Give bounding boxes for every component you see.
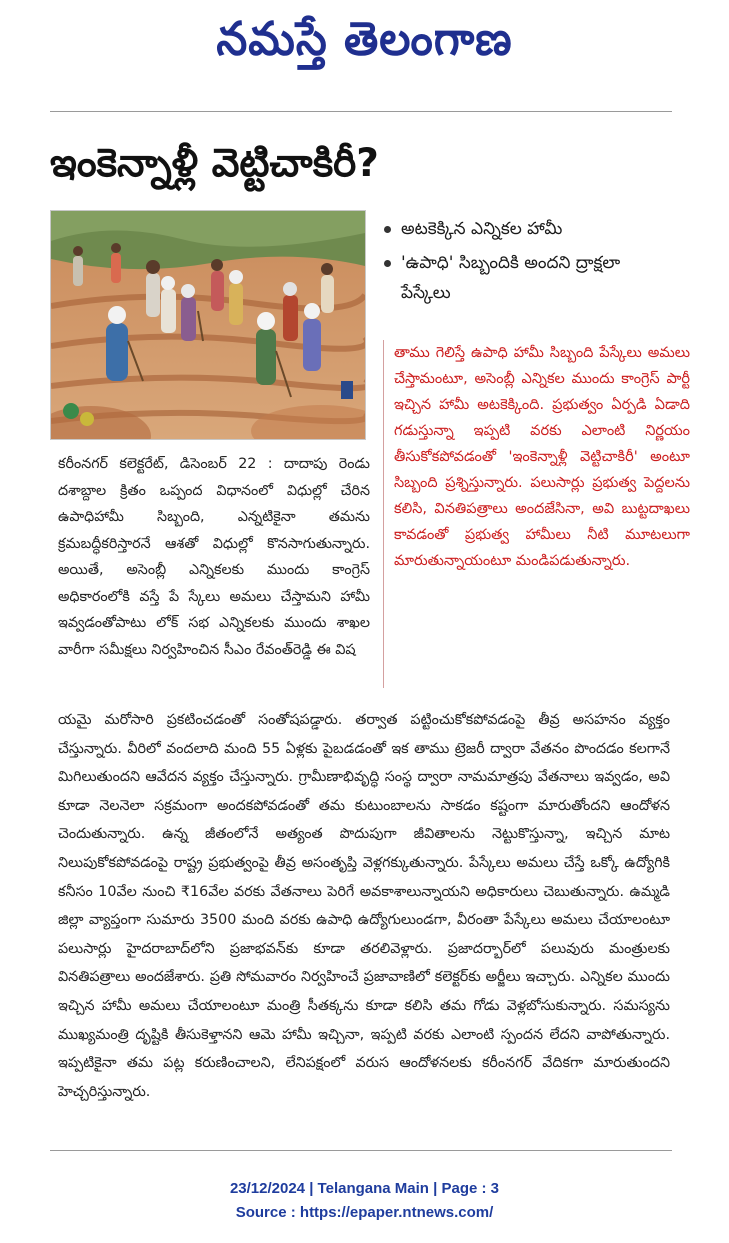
article-body: యమై మరోసారి ప్రకటించడంతో సంతోషపడ్డారు. తర్వాత పట్టించుకోకపోవడంపై తీవ్ర అసహనం వ్యక్తం చేస్తున్నారు. వీరిలో వందలాది మంది 55 ఏళ్లకు పైబడడంతో ఇక తాము ట్రెజరీ ద్వారా వేతనం పొందడం కలగానే మిగిలుతుందని ఆవేదన వ్యక్తం చేస్తున్నారు. గ్రామీణాభివృద్ధి సంస్థ ద్వారా నామమాత్రపు వేతనాలు ఇవ్వడం, అవి కూడా నెలనెలా సక్రమంగా అందకపోవడంతో తమ కుటుంబాలను సాకడం కష్టంగా మారుతోందని ఆందోళన చెందుతున్నారు. ఉన్న జీతంలోనే అత్యంత పొదుపుగా జీవితాలను నెట్టుకొస్తున్నా, ఇచ్చిన మాట నిలుపుకోకపోవడంపై రాష్ట్ర ప్రభుత్వంపై తీవ్ర అసంతృప్తి వెళ్లగక్కుతున్నారు. పేస్కేలు అమలు చేస్తే ఒక్కో ఉద్యోగికి కనీసం 10వేల నుంచి ₹16వేల వరకు వేతనాలు పెరిగే అవకాశాలున్నాయని అధికారులు చెబుతున్నారు. ఉమ్మడి జిల్లా వ్యాప్తంగా సుమారు 3500 మంది వరకు ఉపాధి ఉద్యోగులుండగా, వీరంతా పేస్కేలు అమలు చేయాలంటూ పలుసార్లు హైదరాబాద్‌లోని ప్రజాభవన్‌కు కూడా తరలివెళ్లారు. ప్రజాదర్బార్‌లో పలువురు మంత్రులకు వినతిపత్రాలు అందజేశారు. ప్రతి సోమవారం నిర్వహించే ప్రజావాణిలో కలెక్టర్‌కు అర్జీలు ఇచ్చారు. ఎన్నికల ముందు ఇచ్చిన హామీ అమలు చేయాలంటూ మంత్రి సీతక్కను కూడా కలిసి తమ గోడు వెళ్లబోసుకున్నారు. సమస్యను ముఖ్యమంత్రి దృష్టికి తీసుకెళ్తానని ఆమె హామీ ఇచ్చినా, ఇప్పటి వరకు ఎలాంటి స్పందన లేదని వాపోతున్నారు. ఇప్పటికైనా తమ పట్ల కరుణించాలని, లేనిపక్షంలో వరుస ఆందోళనలకు కరీంనగర్ వేదికగా మారుతుందని హెచ్చరిస్తున్నారు. <box>58 712 670 1100</box>
bullet-text: అటకెక్కిన ఎన్నికల హామీ <box>401 219 563 239</box>
bullet-item <box>384 248 674 308</box>
article-photo <box>50 210 366 440</box>
masthead-title: నమస్తే తెలంగాణ <box>216 12 513 66</box>
bullet-dot-icon <box>384 260 391 267</box>
article-body-intro: కరీంనగర్ కలెక్టరేట్, డిసెంబర్ 22 : దాదాపు రెండు దశాబ్దాల క్రితం ఒప్పంద విధానంలో విధుల్లో చేరిన ఉపాధిహామీ సిబ్బంది, ఎన్నటికైనా తమను క్రమబద్ధీకరిస్తారనే ఆశతో విధుల్లో కొనసాగుతున్నారు. అయితే, అసెంబ్లీ ఎన్నికలకు ముందు కాంగ్రెస్ అధికారంలోకి వస్తే పే స్కేలు అమలు చేస్తామని హామీ ఇవ్వడంతోపాటు లోక్ సభ ఎన్నికలకు ముందు శాఖల వారీగా సమీక్షలు నిర్వహించిన సీఎం రేవంత్‌రెడ్డి ఈ విష <box>58 456 370 658</box>
bullet-text: 'ఉపాధి' సిబ్బందికి అందని ద్రాక్షలా పేస్కేలు <box>401 253 621 303</box>
bullet-item <box>384 214 674 244</box>
highlight-text: తాము గెలిస్తే ఉపాధి హామీ సిబ్బంది పేస్కేలు అమలు చేస్తామంటూ, అసెంబ్లీ ఎన్నికల ముందు కాంగ్రెస్ పార్టీ ఇచ్చిన హామీ అటకెక్కింది. ప్రభుత్వం ఏర్పడి ఏడాది గడుస్తున్నా ఇప్పటి వరకు ఎలాంటి నిర్ణయం తీసుకోకపోవడంతో 'ఇంకెన్నాళ్లీ వెట్టిచాకిరీ' అంటూ సిబ్బంది ప్రశ్నిస్తున్నారు. పలుసార్లు ప్రభుత్వ పెద్దలను కలిసి, వినతిపత్రాలు అందజేసినా, అవి బుట్టదాఖలు కావడంతో ప్రభుత్వ హామీలు నీటి మూటలుగా మారుతున్నాయంటూ మండిపడుతున్నారు. <box>394 345 690 569</box>
footer-source-line: Source : https://epaper.ntnews.com/ <box>235 1204 494 1221</box>
article-headline: ఇంకెన్నాళ్లీ వెట్టిచాకిరీ? <box>50 141 379 186</box>
bottom-divider <box>50 1150 672 1151</box>
footer <box>0 1177 729 1225</box>
masthead <box>0 0 729 90</box>
top-divider <box>50 111 672 112</box>
footer-date-line: 23/12/2024 | Telangana Main | Page : 3 <box>229 1180 500 1197</box>
bullet-dot-icon <box>384 226 391 233</box>
bullet-list <box>384 214 674 312</box>
highlight-box <box>383 340 690 688</box>
